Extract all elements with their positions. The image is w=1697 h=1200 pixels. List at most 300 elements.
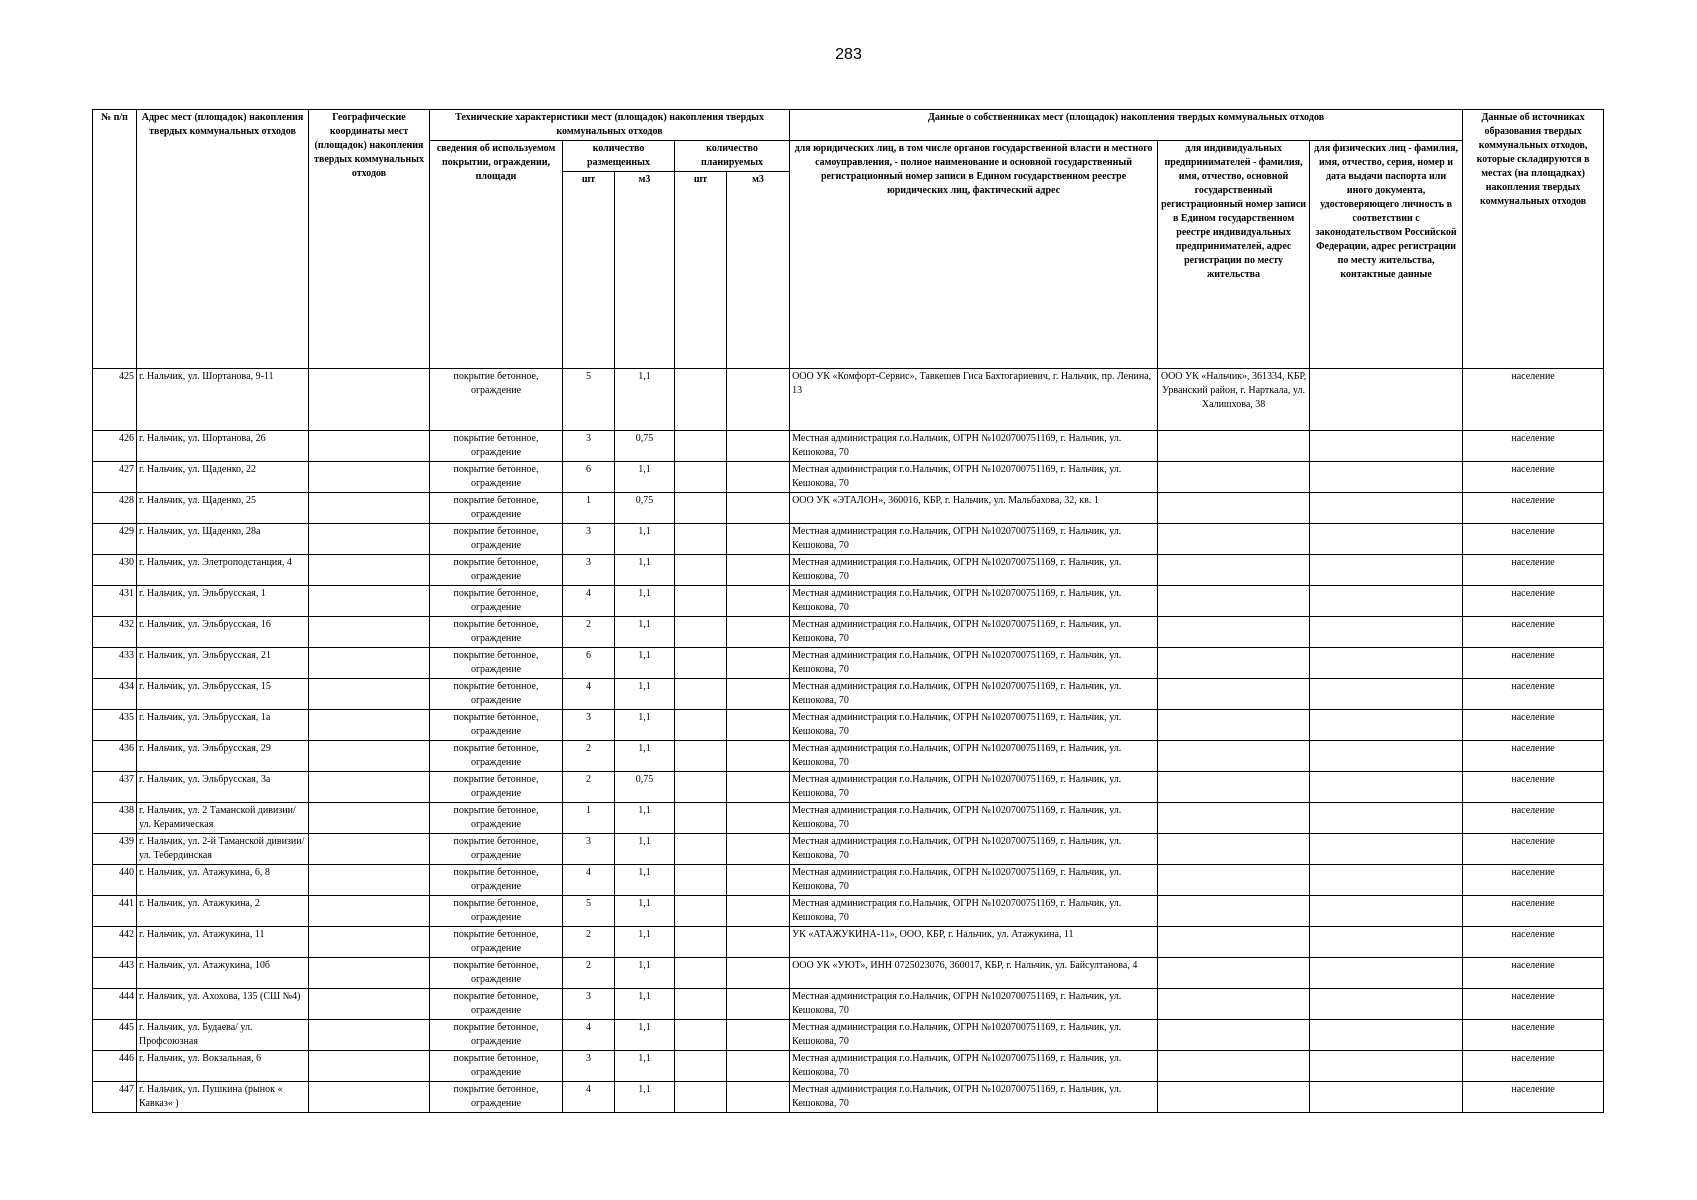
row-pcs: 1 xyxy=(563,803,615,834)
row-pcs: 3 xyxy=(563,710,615,741)
row-planned-pcs xyxy=(675,369,727,431)
header-unit-pcs: шт xyxy=(563,172,615,369)
table-row xyxy=(93,1051,1604,1082)
row-source: население xyxy=(1463,617,1604,648)
row-address: г. Нальчик, ул. Шортанова, 9-11 xyxy=(137,369,309,431)
header-owners: Данные о собственниках мест (площадок) накопления твердых коммунальных отходов xyxy=(790,110,1463,141)
row-owner-ip xyxy=(1158,679,1310,710)
row-owner-ip xyxy=(1158,524,1310,555)
row-surface: покрытие бетонное, ограждение xyxy=(430,648,563,679)
row-owner-ip xyxy=(1158,865,1310,896)
row-owner-ip xyxy=(1158,1082,1310,1113)
row-surface: покрытие бетонное, ограждение xyxy=(430,586,563,617)
row-planned-m3 xyxy=(727,1020,790,1051)
row-source: население xyxy=(1463,524,1604,555)
row-source: население xyxy=(1463,865,1604,896)
row-number: 443 xyxy=(93,958,137,989)
row-pcs: 5 xyxy=(563,369,615,431)
row-owner-ip xyxy=(1158,896,1310,927)
row-owner-ip xyxy=(1158,710,1310,741)
row-owner-person xyxy=(1310,772,1463,803)
row-source: население xyxy=(1463,1082,1604,1113)
row-pcs: 3 xyxy=(563,989,615,1020)
row-pcs: 3 xyxy=(563,524,615,555)
row-owner-legal: Местная администрация г.о.Нальчик, ОГРН №1020700751169, г. Нальчик, ул. Кешокова, 70 xyxy=(790,462,1158,493)
row-owner-legal: УК «АТАЖУКИНА-11», ООО, КБР, г. Нальчик, ул. Атажукина, 11 xyxy=(790,927,1158,958)
row-planned-m3 xyxy=(727,586,790,617)
row-address: г. Нальчик, ул. Элетроподстанция, 4 xyxy=(137,555,309,586)
row-coords xyxy=(309,1082,430,1113)
table-row xyxy=(93,1082,1604,1113)
row-planned-m3 xyxy=(727,710,790,741)
table-row xyxy=(93,710,1604,741)
row-owner-legal: Местная администрация г.о.Нальчик, ОГРН №1020700751169, г. Нальчик, ул. Кешокова, 70 xyxy=(790,803,1158,834)
row-owner-person xyxy=(1310,369,1463,431)
row-owner-ip xyxy=(1158,834,1310,865)
row-address: г. Нальчик, ул. 2-й Таманской дивизии/ул. Тебердинская xyxy=(137,834,309,865)
row-coords xyxy=(309,803,430,834)
row-owner-person xyxy=(1310,1020,1463,1051)
row-address: г. Нальчик, ул. Эльбрусская, 15 xyxy=(137,679,309,710)
row-number: 432 xyxy=(93,617,137,648)
row-planned-m3 xyxy=(727,896,790,927)
row-coords xyxy=(309,772,430,803)
row-source: население xyxy=(1463,896,1604,927)
row-source: население xyxy=(1463,648,1604,679)
row-number: 427 xyxy=(93,462,137,493)
row-pcs: 2 xyxy=(563,772,615,803)
row-m3: 1,1 xyxy=(615,524,675,555)
row-address: г. Нальчик, ул. Пушкина (рынок « Кавказ« ) xyxy=(137,1082,309,1113)
row-source: население xyxy=(1463,741,1604,772)
header-sources: Данные об источниках образования твердых коммунальных отходов, которые складируются в местах (на площадках) накопления твердых коммунальных отходов xyxy=(1463,110,1604,369)
row-owner-person xyxy=(1310,493,1463,524)
row-number: 433 xyxy=(93,648,137,679)
row-planned-m3 xyxy=(727,958,790,989)
row-coords xyxy=(309,834,430,865)
table-row xyxy=(93,1020,1604,1051)
row-surface: покрытие бетонное, ограждение xyxy=(430,865,563,896)
row-address: г. Нальчик, ул. Щаденко, 28а xyxy=(137,524,309,555)
row-owner-ip xyxy=(1158,462,1310,493)
row-owner-legal: Местная администрация г.о.Нальчик, ОГРН №1020700751169, г. Нальчик, ул. Кешокова, 70 xyxy=(790,586,1158,617)
row-planned-pcs xyxy=(675,741,727,772)
row-planned-m3 xyxy=(727,927,790,958)
row-planned-m3 xyxy=(727,772,790,803)
row-planned-m3 xyxy=(727,462,790,493)
row-coords xyxy=(309,1020,430,1051)
header-unit-pcs-planned: шт xyxy=(675,172,727,369)
row-owner-legal: ООО УК «ЭТАЛОН», 360016, КБР, г. Нальчик, ул. Мальбахова, 32, кв. 1 xyxy=(790,493,1158,524)
row-owner-ip xyxy=(1158,493,1310,524)
row-surface: покрытие бетонное, ограждение xyxy=(430,431,563,462)
row-surface: покрытие бетонное, ограждение xyxy=(430,772,563,803)
row-planned-pcs xyxy=(675,679,727,710)
row-coords xyxy=(309,524,430,555)
row-planned-m3 xyxy=(727,648,790,679)
row-source: население xyxy=(1463,710,1604,741)
row-planned-m3 xyxy=(727,524,790,555)
row-surface: покрытие бетонное, ограждение xyxy=(430,679,563,710)
row-m3: 0,75 xyxy=(615,772,675,803)
row-planned-pcs xyxy=(675,586,727,617)
row-planned-m3 xyxy=(727,617,790,648)
row-source: население xyxy=(1463,493,1604,524)
row-planned-pcs xyxy=(675,648,727,679)
row-planned-pcs xyxy=(675,958,727,989)
row-owner-legal: Местная администрация г.о.Нальчик, ОГРН №1020700751169, г. Нальчик, ул. Кешокова, 70 xyxy=(790,896,1158,927)
row-source: население xyxy=(1463,989,1604,1020)
row-pcs: 3 xyxy=(563,431,615,462)
table-row xyxy=(93,586,1604,617)
row-surface: покрытие бетонное, ограждение xyxy=(430,493,563,524)
row-surface: покрытие бетонное, ограждение xyxy=(430,927,563,958)
row-m3: 1,1 xyxy=(615,369,675,431)
row-surface: покрытие бетонное, ограждение xyxy=(430,958,563,989)
table-row xyxy=(93,834,1604,865)
row-number: 436 xyxy=(93,741,137,772)
row-owner-person xyxy=(1310,1082,1463,1113)
row-address: г. Нальчик, ул. Будаева/ ул. Профсоюзная xyxy=(137,1020,309,1051)
table-row xyxy=(93,927,1604,958)
row-address: г. Нальчик, ул. Эльбрусская, 16 xyxy=(137,617,309,648)
header-legal: для юридических лиц, в том числе органов государственной власти и местного самоуправления, - полное наименование и основной государственный регистрационный номер записи в Едином государственном реестре юридических лиц, фактический адрес xyxy=(790,141,1158,369)
row-owner-ip xyxy=(1158,586,1310,617)
header-qty-placed: количество размещенных xyxy=(563,141,675,172)
row-planned-pcs xyxy=(675,431,727,462)
table-row xyxy=(93,431,1604,462)
row-planned-pcs xyxy=(675,772,727,803)
row-address: г. Нальчик, ул. Ахохова, 135 (СШ №4) xyxy=(137,989,309,1020)
row-address: г. Нальчик, ул. Атажукина, 11 xyxy=(137,927,309,958)
row-owner-person xyxy=(1310,803,1463,834)
row-surface: покрытие бетонное, ограждение xyxy=(430,617,563,648)
row-owner-legal: Местная администрация г.о.Нальчик, ОГРН №1020700751169, г. Нальчик, ул. Кешокова, 70 xyxy=(790,772,1158,803)
row-planned-m3 xyxy=(727,989,790,1020)
row-pcs: 1 xyxy=(563,493,615,524)
row-number: 441 xyxy=(93,896,137,927)
row-owner-ip xyxy=(1158,741,1310,772)
row-planned-pcs xyxy=(675,989,727,1020)
row-pcs: 4 xyxy=(563,679,615,710)
row-planned-pcs xyxy=(675,865,727,896)
row-source: население xyxy=(1463,679,1604,710)
row-planned-pcs xyxy=(675,1082,727,1113)
row-surface: покрытие бетонное, ограждение xyxy=(430,803,563,834)
row-planned-pcs xyxy=(675,524,727,555)
row-planned-pcs xyxy=(675,617,727,648)
row-planned-pcs xyxy=(675,493,727,524)
row-owner-person xyxy=(1310,1051,1463,1082)
row-pcs: 2 xyxy=(563,958,615,989)
row-owner-person xyxy=(1310,834,1463,865)
row-owner-legal: Местная администрация г.о.Нальчик, ОГРН №1020700751169, г. Нальчик, ул. Кешокова, 70 xyxy=(790,865,1158,896)
row-surface: покрытие бетонное, ограждение xyxy=(430,462,563,493)
row-pcs: 3 xyxy=(563,834,615,865)
row-owner-ip xyxy=(1158,927,1310,958)
row-m3: 1,1 xyxy=(615,1020,675,1051)
row-m3: 1,1 xyxy=(615,741,675,772)
row-owner-ip xyxy=(1158,958,1310,989)
row-coords xyxy=(309,710,430,741)
row-owner-ip: ООО УК «Нальчик», 361334, КБР, Урванский район, г. Нарткала, ул. Халишхова, 38 xyxy=(1158,369,1310,431)
row-owner-ip xyxy=(1158,1020,1310,1051)
row-pcs: 4 xyxy=(563,1020,615,1051)
page-number: 283 xyxy=(835,46,862,63)
row-owner-person xyxy=(1310,958,1463,989)
row-owner-legal: Местная администрация г.о.Нальчик, ОГРН №1020700751169, г. Нальчик, ул. Кешокова, 70 xyxy=(790,524,1158,555)
row-owner-person xyxy=(1310,462,1463,493)
row-planned-m3 xyxy=(727,1082,790,1113)
row-source: население xyxy=(1463,834,1604,865)
row-pcs: 2 xyxy=(563,617,615,648)
row-number: 428 xyxy=(93,493,137,524)
row-planned-pcs xyxy=(675,896,727,927)
row-pcs: 3 xyxy=(563,555,615,586)
registry-table xyxy=(92,109,1604,1113)
row-number: 442 xyxy=(93,927,137,958)
row-coords xyxy=(309,1051,430,1082)
row-owner-legal: Местная администрация г.о.Нальчик, ОГРН №1020700751169, г. Нальчик, ул. Кешокова, 70 xyxy=(790,1020,1158,1051)
row-owner-person xyxy=(1310,989,1463,1020)
table-header xyxy=(93,110,1604,369)
row-source: население xyxy=(1463,369,1604,431)
row-surface: покрытие бетонное, ограждение xyxy=(430,710,563,741)
row-planned-m3 xyxy=(727,369,790,431)
row-address: г. Нальчик, ул. Вокзальная, 6 xyxy=(137,1051,309,1082)
table-body xyxy=(93,369,1604,1113)
row-coords xyxy=(309,865,430,896)
row-m3: 1,1 xyxy=(615,927,675,958)
header-surface: сведения об используемом покрытии, ограждении, площади xyxy=(430,141,563,369)
row-source: население xyxy=(1463,462,1604,493)
row-number: 429 xyxy=(93,524,137,555)
row-coords xyxy=(309,586,430,617)
row-address: г. Нальчик, ул. Эльбрусская, 1а xyxy=(137,710,309,741)
row-owner-legal: Местная администрация г.о.Нальчик, ОГРН №1020700751169, г. Нальчик, ул. Кешокова, 70 xyxy=(790,741,1158,772)
row-owner-legal: Местная администрация г.о.Нальчик, ОГРН №1020700751169, г. Нальчик, ул. Кешокова, 70 xyxy=(790,617,1158,648)
header-tech: Технические характеристики мест (площадок) накопления твердых коммунальных отходов xyxy=(430,110,790,141)
row-planned-m3 xyxy=(727,803,790,834)
row-coords xyxy=(309,679,430,710)
row-owner-ip xyxy=(1158,1051,1310,1082)
header-unit-m3-planned: м3 xyxy=(727,172,790,369)
row-number: 437 xyxy=(93,772,137,803)
row-number: 440 xyxy=(93,865,137,896)
row-address: г. Нальчик, ул. Атажукина, 10б xyxy=(137,958,309,989)
row-owner-person xyxy=(1310,431,1463,462)
header-person: для физических лиц - фамилия, имя, отчество, серия, номер и дата выдачи паспорта или иного документа, удостоверяющего личность в соответствии с законодательством Российской Федерации, адрес регистрации по месту жительства, контактные данные xyxy=(1310,141,1463,369)
row-number: 425 xyxy=(93,369,137,431)
row-planned-pcs xyxy=(675,1020,727,1051)
row-planned-m3 xyxy=(727,834,790,865)
row-planned-pcs xyxy=(675,803,727,834)
row-planned-pcs xyxy=(675,710,727,741)
row-address: г. Нальчик, ул. Щаденко, 25 xyxy=(137,493,309,524)
row-pcs: 4 xyxy=(563,865,615,896)
row-m3: 1,1 xyxy=(615,617,675,648)
row-m3: 1,1 xyxy=(615,989,675,1020)
row-coords xyxy=(309,617,430,648)
table-row xyxy=(93,555,1604,586)
row-owner-ip xyxy=(1158,772,1310,803)
row-address: г. Нальчик, ул. Щаденко, 22 xyxy=(137,462,309,493)
header-qty-planned: количество планируемых xyxy=(675,141,790,172)
row-planned-m3 xyxy=(727,555,790,586)
row-m3: 1,1 xyxy=(615,834,675,865)
row-owner-person xyxy=(1310,586,1463,617)
row-m3: 1,1 xyxy=(615,679,675,710)
row-owner-ip xyxy=(1158,989,1310,1020)
row-address: г. Нальчик, ул. 2 Таманской дивизии/ул. Керамическая xyxy=(137,803,309,834)
row-address: г. Нальчик, ул. Эльбрусская, 1 xyxy=(137,586,309,617)
row-owner-legal: Местная администрация г.о.Нальчик, ОГРН №1020700751169, г. Нальчик, ул. Кешокова, 70 xyxy=(790,431,1158,462)
table-row xyxy=(93,865,1604,896)
header-coords: Географические координаты мест (площадок) накопления твердых коммунальных отходов xyxy=(309,110,430,369)
row-surface: покрытие бетонное, ограждение xyxy=(430,369,563,431)
row-number: 426 xyxy=(93,431,137,462)
row-coords xyxy=(309,989,430,1020)
row-owner-ip xyxy=(1158,431,1310,462)
row-planned-m3 xyxy=(727,865,790,896)
row-owner-legal: ООО УК «Комфорт-Сервис», Тавкешев Гиса Бахтогариевич, г. Нальчик, пр. Ленина, 13 xyxy=(790,369,1158,431)
row-coords xyxy=(309,648,430,679)
row-surface: покрытие бетонное, ограждение xyxy=(430,524,563,555)
row-surface: покрытие бетонное, ограждение xyxy=(430,555,563,586)
header-ip: для индивидуальных предпринимателей - фамилия, имя, отчество, основной государственный регистрационный номер записи в Едином государственном реестре индивидуальных предпринимателей, адрес регистрации по месту жительства xyxy=(1158,141,1310,369)
header-unit-m3: м3 xyxy=(615,172,675,369)
row-number: 434 xyxy=(93,679,137,710)
row-source: население xyxy=(1463,586,1604,617)
row-source: население xyxy=(1463,1020,1604,1051)
row-number: 430 xyxy=(93,555,137,586)
row-owner-legal: Местная администрация г.о.Нальчик, ОГРН №1020700751169, г. Нальчик, ул. Кешокова, 70 xyxy=(790,555,1158,586)
row-m3: 1,1 xyxy=(615,555,675,586)
table-row xyxy=(93,493,1604,524)
row-m3: 1,1 xyxy=(615,1051,675,1082)
row-m3: 1,1 xyxy=(615,586,675,617)
row-source: население xyxy=(1463,958,1604,989)
row-planned-pcs xyxy=(675,1051,727,1082)
table-row xyxy=(93,524,1604,555)
row-owner-ip xyxy=(1158,648,1310,679)
table-row xyxy=(93,648,1604,679)
row-coords xyxy=(309,369,430,431)
row-m3: 1,1 xyxy=(615,958,675,989)
table-row xyxy=(93,462,1604,493)
row-owner-person xyxy=(1310,865,1463,896)
table-row xyxy=(93,896,1604,927)
table-row xyxy=(93,679,1604,710)
row-owner-person xyxy=(1310,896,1463,927)
row-owner-ip xyxy=(1158,617,1310,648)
row-coords xyxy=(309,431,430,462)
row-coords xyxy=(309,896,430,927)
row-owner-person xyxy=(1310,927,1463,958)
row-source: население xyxy=(1463,772,1604,803)
row-address: г. Нальчик, ул. Эльбрусская, 21 xyxy=(137,648,309,679)
row-coords xyxy=(309,927,430,958)
row-pcs: 4 xyxy=(563,586,615,617)
row-owner-legal: Местная администрация г.о.Нальчик, ОГРН №1020700751169, г. Нальчик, ул. Кешокова, 70 xyxy=(790,834,1158,865)
row-m3: 1,1 xyxy=(615,803,675,834)
row-source: население xyxy=(1463,803,1604,834)
row-owner-ip xyxy=(1158,803,1310,834)
row-m3: 1,1 xyxy=(615,865,675,896)
row-planned-m3 xyxy=(727,493,790,524)
row-pcs: 2 xyxy=(563,741,615,772)
row-m3: 0,75 xyxy=(615,493,675,524)
row-owner-person xyxy=(1310,555,1463,586)
row-owner-ip xyxy=(1158,555,1310,586)
row-m3: 0,75 xyxy=(615,431,675,462)
row-planned-m3 xyxy=(727,741,790,772)
row-owner-legal: Местная администрация г.о.Нальчик, ОГРН №1020700751169, г. Нальчик, ул. Кешокова, 70 xyxy=(790,1082,1158,1113)
table-row xyxy=(93,617,1604,648)
row-pcs: 5 xyxy=(563,896,615,927)
row-coords xyxy=(309,741,430,772)
row-number: 435 xyxy=(93,710,137,741)
row-number: 438 xyxy=(93,803,137,834)
row-planned-m3 xyxy=(727,1051,790,1082)
row-pcs: 6 xyxy=(563,648,615,679)
row-pcs: 3 xyxy=(563,1051,615,1082)
row-surface: покрытие бетонное, ограждение xyxy=(430,834,563,865)
row-m3: 1,1 xyxy=(615,710,675,741)
row-address: г. Нальчик, ул. Эльбрусская, 29 xyxy=(137,741,309,772)
row-planned-pcs xyxy=(675,555,727,586)
table-row xyxy=(93,803,1604,834)
row-address: г. Нальчик, ул. Атажукина, 6, 8 xyxy=(137,865,309,896)
row-owner-legal: Местная администрация г.о.Нальчик, ОГРН №1020700751169, г. Нальчик, ул. Кешокова, 70 xyxy=(790,710,1158,741)
table-row xyxy=(93,958,1604,989)
row-number: 446 xyxy=(93,1051,137,1082)
row-address: г. Нальчик, ул. Атажукина, 2 xyxy=(137,896,309,927)
row-owner-legal: Местная администрация г.о.Нальчик, ОГРН №1020700751169, г. Нальчик, ул. Кешокова, 70 xyxy=(790,989,1158,1020)
row-owner-person xyxy=(1310,710,1463,741)
table-row xyxy=(93,369,1604,431)
row-number: 445 xyxy=(93,1020,137,1051)
row-coords xyxy=(309,462,430,493)
row-number: 439 xyxy=(93,834,137,865)
row-address: г. Нальчик, ул. Шортанова, 26 xyxy=(137,431,309,462)
row-coords xyxy=(309,958,430,989)
row-planned-pcs xyxy=(675,927,727,958)
row-number: 447 xyxy=(93,1082,137,1113)
row-owner-person xyxy=(1310,741,1463,772)
row-planned-pcs xyxy=(675,834,727,865)
row-coords xyxy=(309,555,430,586)
row-source: население xyxy=(1463,1051,1604,1082)
row-source: население xyxy=(1463,431,1604,462)
table-row xyxy=(93,772,1604,803)
table-row xyxy=(93,741,1604,772)
row-owner-legal: ООО УК «УЮТ», ИНН 0725023076, 360017, КБР, г. Нальчик, ул. Байсултанова, 4 xyxy=(790,958,1158,989)
row-surface: покрытие бетонное, ограждение xyxy=(430,741,563,772)
row-source: население xyxy=(1463,927,1604,958)
row-owner-person xyxy=(1310,679,1463,710)
table-row xyxy=(93,989,1604,1020)
row-planned-pcs xyxy=(675,462,727,493)
row-owner-person xyxy=(1310,648,1463,679)
row-m3: 1,1 xyxy=(615,896,675,927)
row-number: 431 xyxy=(93,586,137,617)
row-pcs: 6 xyxy=(563,462,615,493)
row-owner-legal: Местная администрация г.о.Нальчик, ОГРН №1020700751169, г. Нальчик, ул. Кешокова, 70 xyxy=(790,679,1158,710)
row-m3: 1,1 xyxy=(615,1082,675,1113)
row-owner-legal: Местная администрация г.о.Нальчик, ОГРН №1020700751169, г. Нальчик, ул. Кешокова, 70 xyxy=(790,648,1158,679)
row-planned-m3 xyxy=(727,679,790,710)
